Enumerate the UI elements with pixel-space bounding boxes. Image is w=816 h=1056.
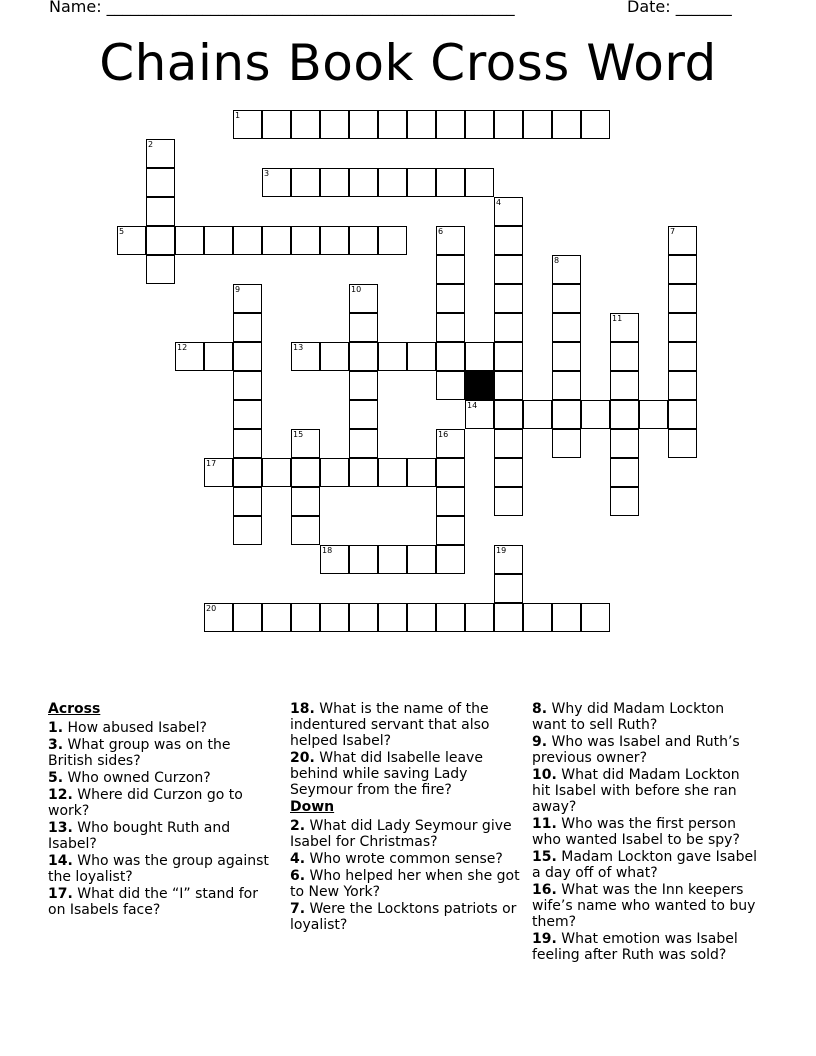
grid-cell[interactable] <box>204 342 233 371</box>
grid-cell[interactable] <box>436 458 465 487</box>
grid-cell[interactable] <box>523 110 552 139</box>
grid-cell[interactable] <box>349 400 378 429</box>
grid-cell[interactable] <box>349 458 378 487</box>
grid-cell[interactable] <box>117 226 146 255</box>
grid-cell[interactable] <box>233 342 262 371</box>
clue-number: 6 <box>438 227 444 236</box>
grid-cell[interactable] <box>552 429 581 458</box>
grid-cell[interactable] <box>262 110 291 139</box>
grid-cell[interactable] <box>146 168 175 197</box>
grid-cell[interactable] <box>349 226 378 255</box>
grid-cell[interactable] <box>320 110 349 139</box>
grid-cell[interactable] <box>407 603 436 632</box>
clue-across: 12. Where did Curzon go to work? <box>48 787 243 819</box>
clue-down: 2. What did Lady Seymour give Isabel for Christmas? <box>290 818 512 850</box>
grid-cell[interactable] <box>378 110 407 139</box>
grid-cell[interactable] <box>262 458 291 487</box>
grid-cell[interactable] <box>494 545 523 574</box>
grid-cell[interactable] <box>320 603 349 632</box>
grid-cell[interactable] <box>204 226 233 255</box>
clue-across: 3. What group was on the British sides? <box>48 737 231 769</box>
grid-cell[interactable] <box>349 110 378 139</box>
grid-cell[interactable] <box>552 603 581 632</box>
down-heading: Down <box>290 799 335 815</box>
grid-cell[interactable] <box>610 458 639 487</box>
clue-across: 18. What is the name of the indentured servant that also helped Isabel? <box>290 701 490 749</box>
grid-cell[interactable] <box>436 168 465 197</box>
grid-cell[interactable] <box>494 574 523 603</box>
clue-number: 5 <box>119 227 125 236</box>
clue-across: 20. What did Isabelle leave behind while saving Lady Seymour from the fire? <box>290 750 483 798</box>
grid-cell[interactable] <box>668 371 697 400</box>
grid-cell[interactable] <box>668 342 697 371</box>
grid-cell[interactable] <box>465 342 494 371</box>
grid-cell[interactable] <box>378 545 407 574</box>
grid-cell[interactable] <box>349 313 378 342</box>
grid-cell[interactable] <box>146 255 175 284</box>
grid-cell[interactable] <box>175 226 204 255</box>
grid-cell[interactable] <box>146 226 175 255</box>
grid-cell[interactable] <box>233 313 262 342</box>
grid-cell[interactable] <box>523 603 552 632</box>
clue-number: 8 <box>554 256 560 265</box>
grid-cell[interactable] <box>291 516 320 545</box>
grid-cell[interactable] <box>349 168 378 197</box>
grid-cell[interactable] <box>494 400 523 429</box>
grid-cell[interactable] <box>668 313 697 342</box>
grid-cell[interactable] <box>233 110 262 139</box>
clue-down: 11. Who was the first person who wanted Isabel to be spy? <box>532 816 740 848</box>
grid-cell[interactable] <box>349 284 378 313</box>
grid-cell[interactable] <box>146 197 175 226</box>
grid-cell[interactable] <box>436 226 465 255</box>
grid-cell[interactable] <box>465 603 494 632</box>
grid-cell[interactable] <box>436 342 465 371</box>
grid-cell[interactable] <box>436 516 465 545</box>
grid-cell[interactable] <box>494 429 523 458</box>
grid-cell[interactable] <box>320 458 349 487</box>
grid-cell[interactable] <box>552 342 581 371</box>
grid-cell[interactable] <box>610 487 639 516</box>
grid-cell[interactable] <box>436 429 465 458</box>
grid-cell[interactable] <box>320 545 349 574</box>
grid-cell[interactable] <box>291 110 320 139</box>
clue-down: 19. What emotion was Isabel feeling after Ruth was sold? <box>532 931 738 963</box>
clue-number: 16 <box>438 430 449 439</box>
page-title: Chains Book Cross Word <box>99 34 717 92</box>
clue-across: 5. Who owned Curzon? <box>48 770 211 786</box>
grid-cell[interactable] <box>668 226 697 255</box>
clues-column-1 <box>48 701 278 919</box>
clues-column-2 <box>290 701 520 934</box>
grid-cell[interactable] <box>552 284 581 313</box>
grid-cell[interactable] <box>378 458 407 487</box>
grid-cell[interactable] <box>494 110 523 139</box>
clue-down: 6. Who helped her when she got to New York? <box>290 868 520 900</box>
grid-cell[interactable] <box>581 603 610 632</box>
clue-down: 15. Madam Lockton gave Isabel a day off of what? <box>532 849 757 881</box>
clue-number: 2 <box>148 140 154 149</box>
grid-cell[interactable] <box>233 429 262 458</box>
grid-cell[interactable] <box>436 255 465 284</box>
grid-cell[interactable] <box>407 342 436 371</box>
clue-number: 14 <box>467 401 478 410</box>
grid-cell[interactable] <box>552 371 581 400</box>
grid-cell[interactable] <box>233 603 262 632</box>
grid-cell[interactable] <box>291 342 320 371</box>
grid-cell[interactable] <box>494 197 523 226</box>
grid-cell[interactable] <box>610 429 639 458</box>
across-heading: Across <box>48 701 101 717</box>
grid-cell[interactable] <box>639 400 668 429</box>
grid-cell[interactable] <box>320 168 349 197</box>
grid-cell[interactable] <box>378 603 407 632</box>
clue-across: 14. Who was the group against the loyalist? <box>48 853 269 885</box>
grid-cell[interactable] <box>378 226 407 255</box>
grid-cell[interactable] <box>668 429 697 458</box>
grid-cell[interactable] <box>494 487 523 516</box>
grid-cell[interactable] <box>668 255 697 284</box>
grid-cell[interactable] <box>291 458 320 487</box>
clue-number: 4 <box>496 198 502 207</box>
grid-cell[interactable] <box>407 110 436 139</box>
grid-cell[interactable] <box>262 603 291 632</box>
grid-cell[interactable] <box>668 400 697 429</box>
grid-cell[interactable] <box>146 139 175 168</box>
grid-cell[interactable] <box>465 400 494 429</box>
grid-cell[interactable] <box>436 545 465 574</box>
clue-down: 10. What did Madam Lockton hit Isabel with before she ran away? <box>532 767 740 815</box>
clue-down: 16. What was the Inn keepers wife’s name who wanted to buy them? <box>532 882 756 930</box>
clue-across: 17. What did the “I” stand for on Isabels face? <box>48 886 258 918</box>
grid-cell[interactable] <box>378 168 407 197</box>
grid-cell[interactable] <box>552 400 581 429</box>
grid-cell[interactable] <box>291 603 320 632</box>
grid-cell[interactable] <box>233 400 262 429</box>
grid-cell[interactable] <box>291 226 320 255</box>
grid-cell[interactable] <box>349 429 378 458</box>
grid-cell[interactable] <box>494 371 523 400</box>
grid-cell[interactable] <box>378 342 407 371</box>
grid-cell[interactable] <box>436 313 465 342</box>
grid-cell[interactable] <box>233 371 262 400</box>
grid-cell[interactable] <box>494 458 523 487</box>
grid-cell[interactable] <box>436 487 465 516</box>
grid-cell[interactable] <box>465 110 494 139</box>
clue-number: 3 <box>264 169 270 178</box>
clue-number: 20 <box>206 604 217 613</box>
grid-cell[interactable] <box>436 110 465 139</box>
clue-number: 18 <box>322 546 333 555</box>
clue-across: 1. How abused Isabel? <box>48 720 207 736</box>
clue-number: 17 <box>206 459 217 468</box>
clue-number: 1 <box>235 111 241 120</box>
grid-cell[interactable] <box>552 255 581 284</box>
grid-cell[interactable] <box>610 342 639 371</box>
grid-cell[interactable] <box>668 284 697 313</box>
grid-cell[interactable] <box>204 603 233 632</box>
grid-cell[interactable] <box>233 458 262 487</box>
clue-down: 8. Why did Madam Lockton want to sell Ruth? <box>532 701 725 733</box>
grid-cell[interactable] <box>436 371 465 400</box>
clue-number: 12 <box>177 343 188 352</box>
grid-cell[interactable] <box>552 110 581 139</box>
grid-cell[interactable] <box>436 284 465 313</box>
grid-cell[interactable] <box>233 516 262 545</box>
grid-cell[interactable] <box>494 342 523 371</box>
clue-number: 7 <box>670 227 676 236</box>
clues-column-3 <box>532 701 762 964</box>
grid-cell[interactable] <box>407 168 436 197</box>
grid-cell[interactable] <box>610 313 639 342</box>
grid-cell[interactable] <box>291 168 320 197</box>
grid-cell[interactable] <box>552 313 581 342</box>
grid-cell[interactable] <box>436 603 465 632</box>
grid-cell[interactable] <box>349 342 378 371</box>
clue-down: 4. Who wrote common sense? <box>290 851 503 867</box>
grid-cell[interactable] <box>349 545 378 574</box>
clue-number: 13 <box>293 343 304 352</box>
clue-number: 15 <box>293 430 304 439</box>
grid-cell[interactable] <box>465 168 494 197</box>
grid-cell[interactable] <box>494 255 523 284</box>
grid-cell[interactable] <box>494 603 523 632</box>
clue-down: 7. Were the Locktons patriots or loyalist? <box>290 901 517 933</box>
grid-cell[interactable] <box>233 487 262 516</box>
grid-cell[interactable] <box>349 603 378 632</box>
grid-cell[interactable] <box>320 226 349 255</box>
date-field[interactable]: Date: _______ <box>627 0 732 16</box>
grid-cell[interactable] <box>494 313 523 342</box>
grid-cell[interactable] <box>291 429 320 458</box>
clue-down: 9. Who was Isabel and Ruth’s previous owner? <box>532 734 740 766</box>
clue-across: 13. Who bought Ruth and Isabel? <box>48 820 231 852</box>
grid-cell[interactable] <box>291 487 320 516</box>
grid-cell[interactable] <box>262 226 291 255</box>
grid-cell[interactable] <box>204 458 233 487</box>
grid-cell[interactable] <box>610 400 639 429</box>
grid-cell[interactable] <box>349 371 378 400</box>
name-field[interactable]: Name: ___________________________________________________ <box>49 0 515 16</box>
grid-cell[interactable] <box>523 400 552 429</box>
clue-number: 19 <box>496 546 507 555</box>
grid-cell[interactable] <box>407 545 436 574</box>
grid-cell[interactable] <box>610 371 639 400</box>
clue-number: 10 <box>351 285 362 294</box>
grid-cell[interactable] <box>233 284 262 313</box>
grid-cell[interactable] <box>175 342 204 371</box>
grid-cell[interactable] <box>262 168 291 197</box>
grid-cell[interactable] <box>581 400 610 429</box>
clue-number: 9 <box>235 285 241 294</box>
grid-cell[interactable] <box>320 342 349 371</box>
grid-cell[interactable] <box>494 284 523 313</box>
clue-number: 11 <box>612 314 623 323</box>
grid-cell[interactable] <box>233 226 262 255</box>
grid-cell[interactable] <box>494 226 523 255</box>
black-square <box>465 371 494 400</box>
grid-cell[interactable] <box>581 110 610 139</box>
grid-cell[interactable] <box>407 458 436 487</box>
